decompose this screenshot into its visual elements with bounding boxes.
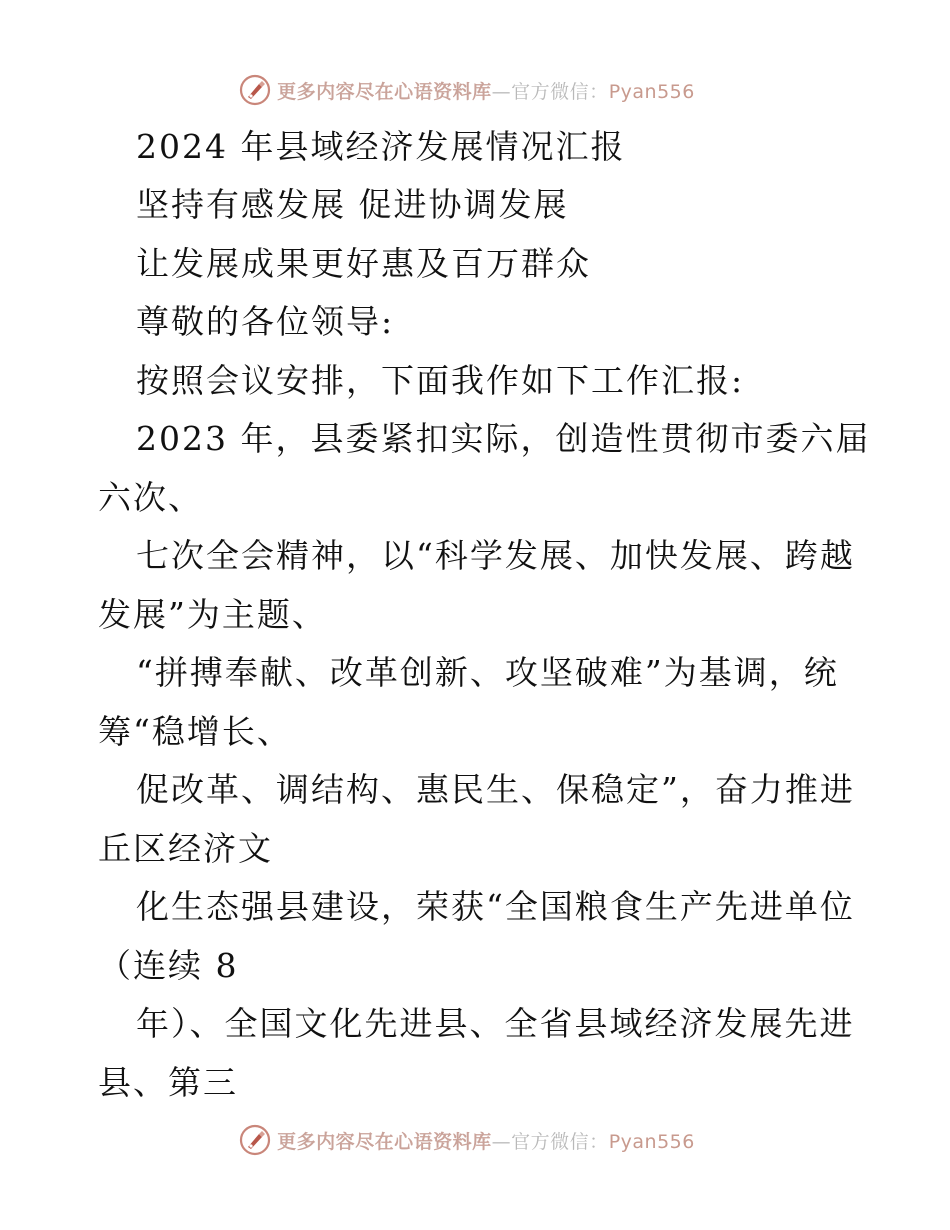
paragraph-line: “拼搏奉献、改革创新、攻坚破难”为基调，统: [136, 653, 839, 692]
watermark-wechat-id: Pyan556: [608, 1130, 695, 1153]
document-title: 2024 年县域经济发展情况汇报: [136, 127, 626, 166]
paragraph-line: 促改革、调结构、惠民生、保稳定”，奋力推进: [136, 770, 855, 809]
watermark-wechat-label: 官方微信：: [511, 80, 609, 103]
salutation: 尊敬的各位领导:: [136, 302, 395, 341]
paragraph-line: 按照会议安排，下面我作如下工作汇报:: [136, 361, 745, 400]
paragraph-line: 化生态强县建设，荣获“全国粮食生产先进单位: [136, 887, 855, 926]
watermark-wechat-label: 官方微信：: [511, 1130, 609, 1153]
document-subtitle-1: 坚持有感发展 促进协调发展: [136, 185, 569, 224]
paragraph-line: （连续 8: [98, 946, 239, 985]
watermark-main-text: 更多内容尽在心语资料库: [277, 80, 492, 103]
watermark-wechat-id: Pyan556: [608, 80, 695, 103]
watermark-separator: —: [491, 1130, 512, 1153]
paragraph-line: 七次全会精神，以“科学发展、加快发展、跨越: [136, 536, 855, 575]
footer-watermark: [0, 1120, 950, 1160]
paragraph-line: 发展”为主题、: [98, 595, 327, 634]
paragraph-line: 2023 年，县委紧扣实际，创造性贯彻市委六届: [136, 419, 871, 458]
document-subtitle-2: 让发展成果更好惠及百万群众: [136, 244, 591, 283]
paragraph-line: 年）、全国文化先进县、全省县域经济发展先进: [136, 1004, 855, 1043]
header-watermark: [0, 70, 950, 110]
paragraph-line: 筹“稳增长、: [98, 712, 292, 751]
paragraph-line: 县、第三: [98, 1063, 238, 1102]
pen-nib-logo-icon: [239, 74, 271, 106]
pen-nib-logo-icon: [239, 1124, 271, 1156]
paragraph-line: 丘区经济文: [98, 829, 273, 868]
watermark-main-text: 更多内容尽在心语资料库: [277, 1130, 492, 1153]
paragraph-line: 六次、: [98, 478, 203, 517]
watermark-separator: —: [491, 80, 512, 103]
